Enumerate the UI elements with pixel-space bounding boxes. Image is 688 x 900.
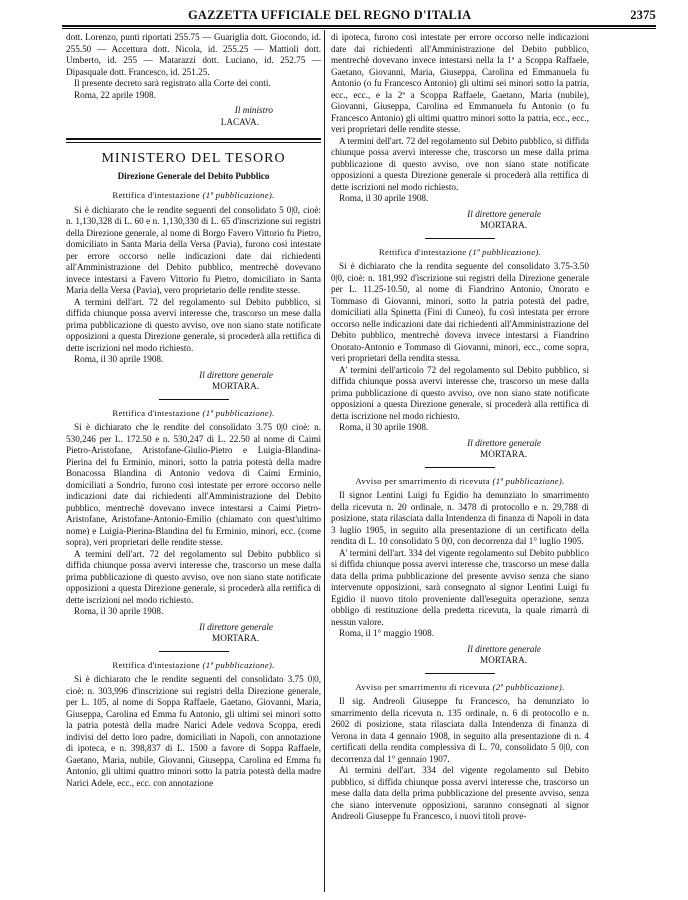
notice-paragraph: Si è dichiarato che le rendite seguenti del consolidato 5 0|0, cioè: n. 1,130,328 di L. 60 e n. 1,130,330 di L. 65 d'inscrizione sui registri della Direzione generale, al nome di Borgo Favero Vittorio fu Pietro, domiciliato in Santa Maria della Versa (Pavia), furono così intestate per errore occorso nelle indicazioni date dai richiedenti all'Amministrazione del Debito pubblico, mentrechè dovevano invece intestarsi a Favero Vittorio fu Pietro, domiciliato in Santa Maria della Versa (Pavia), vero proprietario delle rendite stesse.	[66, 204, 321, 295]
notice-paragraph: A termini dell'art. 72 del regolamento sul Debito pubblico si diffida chiunque possa avervi interesse che, trascorso un mese dalla prima pubblicazione di questo avviso, ove non siano state notificate opposizioni a questa Direzione generale, si procederà alla rettifica di dette iscrizioni nel modo richiesto.	[66, 548, 321, 605]
section-title	[331, 476, 589, 488]
notice-date: Roma, il 30 aprile 1908.	[339, 193, 429, 203]
section-title	[66, 190, 321, 202]
signature-name: MORTARA.	[480, 449, 527, 459]
left-column	[66, 32, 321, 789]
section-subtitle: (2ª pubblicazione).	[492, 681, 565, 692]
column-divider	[324, 30, 325, 892]
header-rule	[62, 25, 656, 27]
signature-role: Il direttore generale	[467, 208, 541, 219]
page-number: 2375	[630, 8, 656, 22]
header-rule-thin	[62, 28, 656, 29]
short-rule	[159, 651, 229, 652]
notice-paragraph: di ipoteca, furono così intestate per errore occorso nelle indicazioni date dai richiedenti all'Amministrazione del Debito pubblico, mentrechè dovevano invece intestarsi nella la 1ª a Scoppa Raffaele, Gaetano, Giovanni, Maria, Giuseppa, Carolina ed Emmanuela fu Antonio (o fu Francesco Antonio) gli ultimi sei minori sotto la patria, ecc., ecc., e la 2ª a Scoppa Raffaele, Gaetano, Maria (nubile), Giovanni, Giuseppa, Carolina ed Emmanuela fu Antonio (o fu Francesco Antonio) gli ultimi quattro minori sotto la patria, ecc., ecc., veri proprietari delle rendite stesse.	[331, 32, 589, 134]
section-title-text: Rettifica d'intestazione	[112, 407, 201, 418]
signature-role: Il direttore generale	[467, 437, 541, 448]
intro-date: Roma, 22 aprile 1908.	[74, 89, 156, 100]
notice-paragraph: A termini dell'art. 72 del regolamento sul Debito pubblico, si diffida chiunque possa avervi interesse che, trascorso un mese dalla prima pubblicazione di questo avviso, ove non siano state notificate opposizioni a questa Direzione generale si procederà alla rettifica di dette iscrizioni nel modo richiesto.	[331, 135, 590, 192]
notice-date: Roma, il 30 aprile 1908.	[74, 606, 164, 616]
short-rule	[425, 467, 495, 468]
signature-role: Il direttore generale	[199, 369, 273, 380]
gazette-title: GAZZETTA UFFICIALE DEL REGNO D'ITALIA	[188, 8, 472, 22]
intro-paragraph: dott. Lorenzo, punti riportati 255.75 — Guariglia dott. Giocondo, id. 255.50 — Accettura dott. Nicola, id. 255.25 — Mattioli dott. Umberto, id. 255 — Matarazzi dott. Luciano, id. 252.75 — Dipasquale dott. Francesco, id. 251.25.	[66, 32, 321, 77]
section-title	[331, 247, 589, 259]
section-title-text: Rettifica d'intestazione	[112, 190, 201, 200]
direzione-heading: Direzione Generale del Debito Pubblico	[117, 170, 270, 181]
section-subtitle: (1ª pubblicazione).	[469, 246, 542, 257]
notice-paragraph: Si è dichiarato che le rendite seguenti del consolidato 3.75 0|0, cioè: n. 303,996 d'inscrizione sui registri della Direzione generale, per L. 105, al nome di Soppa Raffaele, Gaetano, Giovanni, Maria, Giuseppa, Carolina ed Emma fu Antonio, gli ultimi sei minori sotto la patria potestà della madre Narici Adele vedova Scoppa, eredi indivisi del detto loro padre, domiciliati in Napoli, con annotazione di ipoteca, e n. 398,837 di L. 1500 a favore di Soppa Raffaele, Gaetano, Maria, nubile, Giovanni, Giuseppa, Carolina ed Emma fu Antonio, gli ultimi quattro minori sotto la patria potestà della madre Narici Adele, ecc., ecc. con annotazione	[66, 674, 321, 788]
section-title-text: Avviso per smarrimento di ricevuta	[355, 475, 490, 486]
section-title	[331, 682, 589, 694]
notice-paragraph: A' termini dell'articolo 72 del regolamento sul Debito pubblico, si diffida chiunque possa avervi interesse che, trascorso un mese dalla prima pubblicazione di questo avviso, ove non siano state notificate opposizioni a questa Direzione generale, si procederà alla rettifica di detta iscrizione nel modo richiesto.	[331, 364, 589, 421]
section-title	[66, 660, 321, 672]
section-title-text: Rettifica d'intestazione	[112, 659, 201, 670]
short-rule	[425, 238, 495, 239]
signature-name: MORTARA.	[480, 655, 527, 665]
intro-signature-role: Il ministro	[234, 105, 273, 115]
notice-date: Roma, il 30 aprile 1908.	[74, 354, 164, 364]
ministry-heading: MINISTERO DEL TESORO	[101, 151, 286, 166]
section-subtitle: (1ª pubblicazione).	[202, 407, 275, 418]
section-title-text: Rettifica d'intestazione	[378, 246, 467, 257]
section-subtitle: (1ª pubblicazione).	[492, 475, 565, 486]
intro-signature-name: LACAVA.	[220, 116, 259, 127]
section-title-text: Avviso per smarrimento di ricevuta	[355, 681, 490, 692]
intro-paragraph-2: Il presente decreto sarà registrato alla Corte dei conti.	[74, 78, 271, 88]
notice-paragraph: Si è dichiarato che le rendite del consolidato 3.75 0|0 cioè: n. 530,246 per L. 172.50 e n. 530,247 di L. 22.50 al nome di Caimi Pietro-Aristofane, Aristofane-Giulio-Pietro e Luigia-Blandina-Pierina del fu Erminio, minori, sotto la patria potestà della madre Bonacossa Blandina di Antonio vedova di Caimi Erminio, domiciliati a Sondrio, furono così intestate per errore occorso nelle indicazioni date dai richiedenti all'Amministrazione del Debito pubblico, mentrechè dovevano invece intestarsi a Caimi Pietro-Aristofane, Aristofane-Antonio-Emilio (chiamato con quest'ultimo nome) e Luigia-Pierina-Blandina del fu Erminio, minori, ecc. (come sopra), veri proprietari delle rendite stesse.	[66, 422, 321, 547]
signature-role: Il direttore generale	[199, 621, 273, 632]
right-column	[331, 32, 589, 823]
page-header	[60, 6, 656, 26]
signature-name: MORTARA.	[212, 633, 259, 643]
notice-paragraph: Il signor Lentini Luigi fu Egidio ha denunziato lo smarrimento della ricevuta n. 20 ordinale, n. 3478 di protocollo e n. 29,788 di posizione, stata rilasciata dalla Intendenza di finanza di Napoli in data 3 luglio 1905, in seguito alla presentazione di un certificato della rendita di L. 10 consolidato 5 0|0, con decorrenza dal 1° luglio 1905.	[331, 490, 589, 546]
signature-name: MORTARA.	[212, 381, 259, 391]
signature-name: MORTARA.	[480, 220, 527, 230]
notice-paragraph: Ai termini dell'art. 334 del vigente regolamento sul Debito pubblico, si diffida chiunque possa avervi interesse che, trascorso un mese dalla data della prima pubblicazione del presente avviso, senza che siano intervenute opposizioni, saranno consegnati al signor Andreoli Giuseppe fu Francesco, i nuovi titoli prove-	[331, 765, 589, 821]
notice-paragraph: Il sig. Andreoli Giuseppe fu Francesco, ha denunziato lo smarrimento della ricevuta n. 135 ordinale, n. 6 di protocollo e n. 2602 di posizione, stata rilasciata dalla Intendenza di finanza di Verona in data 4 gennaio 1908, in seguito alla presentazione di n. 4 certificati della rendita complessiva di L. 70, consolidato 5 0|0, con decorrenza dal 1° gennaio 1907.	[331, 696, 589, 764]
section-subtitle: (1ª pubblicazione).	[202, 659, 275, 670]
notice-paragraph: Si è dichiarato che la rendita seguente del consolidato 3.75-3.50 0|0, cioè: n. 181,992 d'iscrizione sui registri della Direzione generale per L. 11.25-10.50, al nome di Fiandrino Antonio, Onorato e Tommaso di Giovanni, minori, sotto la patria potestà del padre, domiciliati alla Spinetta (Fini di Cuneo), fu così intestata per errore occorso nelle indicazioni date dai richiedenti all'Amministrazione del Debito pubblico, mentrechè doveva invece intestarsi a Fiandrino Onorato-Antonio e Tommaso di Giovanni, minori, ecc., come sopra, veri proprietari della rendita stessa.	[331, 261, 589, 363]
section-separator	[66, 138, 321, 140]
section-subtitle: (1ª pubblicazione).	[202, 190, 275, 200]
section-separator-thin	[66, 142, 321, 143]
short-rule	[425, 673, 495, 674]
notice-paragraph: A termini dell'art. 72 del regolamento sul Debito pubblico, si diffida chiunque possa avervi interesse che, trascorso un mese dalla prima pubblicazione di questo avviso, ove non siano state notificate opposizioni a questa Direzione generale, si procederà alla rettifica di dette iscrizioni nel modo richiesto.	[66, 296, 321, 353]
notice-paragraph: A' termini dell'art. 334 del vigente regolamento sul Debito pubblico si diffida chiunque possa avervi interesse che, trascorso un mese dalla data della prima pubblicazione del presente avviso senza che siano intervenute opposizioni, sarà consegnato al signor Lentini Luigi fu Egidio il nuovo titolo proveniente dall'eseguita operazione, senza obbligo di restituzione della predetta ricevuta, la quale rimarrà di nessun valore.	[331, 547, 589, 627]
section-title	[66, 408, 321, 420]
signature-role: Il direttore generale	[467, 643, 541, 654]
notice-date: Roma, il 30 aprile 1908.	[339, 422, 429, 432]
short-rule	[159, 399, 229, 400]
notice-date: Roma, il 1° maggio 1908.	[339, 628, 435, 638]
